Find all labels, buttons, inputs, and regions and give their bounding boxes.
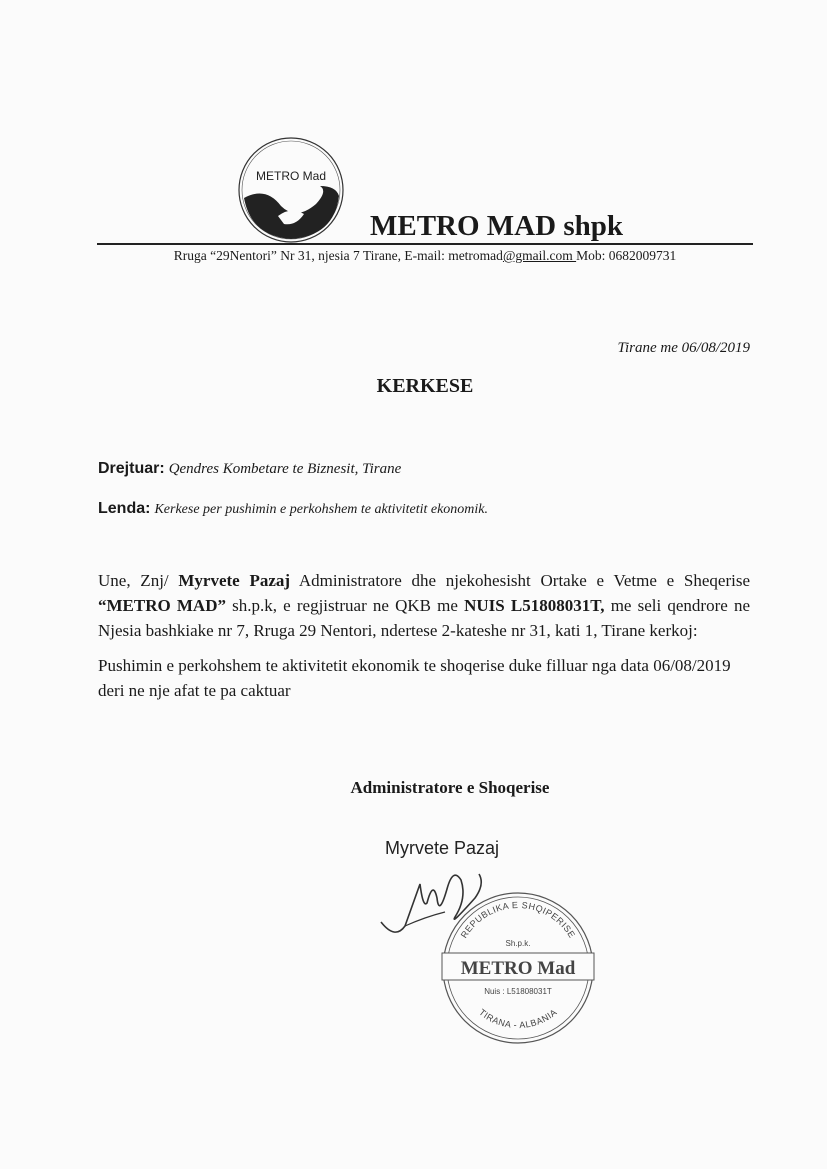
subject-label: Lenda:	[98, 500, 151, 517]
stamp-top-arc: REPUBLIKA E SHQIPERISE	[458, 899, 578, 940]
logo-text: METRO Mad	[255, 169, 327, 183]
document-title: KERKESE	[376, 375, 474, 397]
company-address	[97, 248, 753, 264]
company-name: METRO MAD shpk	[370, 210, 623, 242]
mobile-text: Mob: 0682009731	[576, 248, 677, 263]
body-paragraph-2: Pushimin e perkohshem te aktivitetit ekonomik te shoqerise duke filluar nga data 06/08/2019 deri ne nje afat te pa caktuar	[98, 656, 731, 700]
subject-line	[98, 500, 488, 518]
text: Administratore dhe njekohesisht Ortake e Vetme e Sheqerise	[290, 571, 750, 590]
text: sh.p.k, e regjistruar ne QKB me	[225, 596, 465, 615]
letter-date: Tirane me 06/08/2019	[617, 340, 750, 356]
company-ref: “METRO MAD”	[98, 596, 226, 615]
stamp-nuis: Nuis : L51808031T	[484, 987, 552, 996]
applicant-name: Myrvete Pazaj	[178, 571, 291, 590]
addressee-line	[98, 460, 401, 478]
stamp-bottom-arc: TIRANA - ALBANIA	[477, 1006, 559, 1031]
text: Une, Znj/	[98, 571, 179, 590]
company-stamp	[440, 890, 596, 1046]
letter-body	[98, 568, 750, 703]
subject-value: Kerkese per pushimin e perkohshem te aktivitetit ekonomik.	[154, 502, 489, 517]
company-logo	[236, 136, 346, 244]
addressee-label: Drejtuar:	[98, 460, 165, 477]
stamp-name: METRO Mad	[460, 958, 576, 979]
stamp-type: Sh.p.k.	[505, 939, 531, 948]
signatory-role: Administratore e Shoqerise	[350, 778, 550, 797]
nuis-number: NUIS L51808031T,	[464, 596, 605, 615]
email-domain: @gmail.com	[502, 248, 577, 263]
body-paragraph-1	[98, 568, 750, 643]
address-text: Rruga “29Nentori” Nr 31, njesia 7 Tirane, E-mail: metromad	[173, 248, 503, 263]
text: me seli qendrore ne Njesia bashkiake nr 7, Rruga 29 Nentori, ndertese 2-kateshe nr 31, kati 1, Tirane kerkoj:	[98, 596, 750, 640]
signatory-name: Myrvete Pazaj	[385, 838, 500, 858]
addressee-value: Qendres Kombetare te Biznesit, Tirane	[168, 461, 402, 477]
header-divider	[97, 243, 753, 245]
